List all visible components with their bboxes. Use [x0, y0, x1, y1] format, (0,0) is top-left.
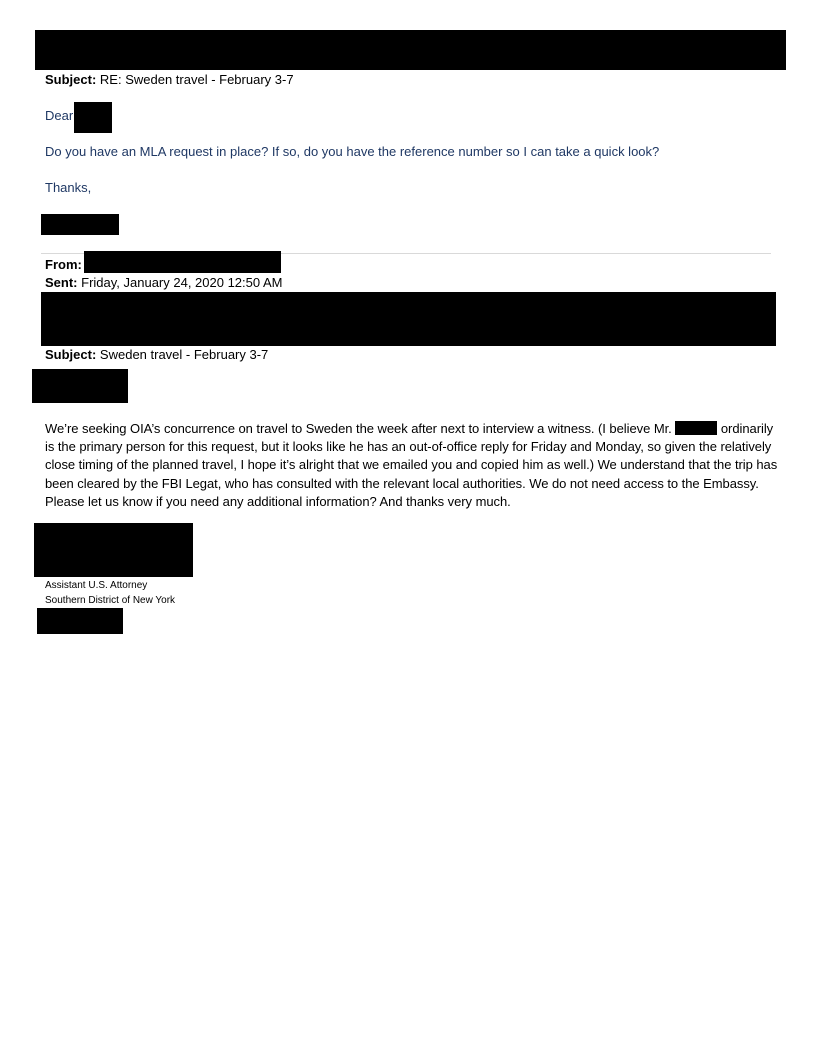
original-sent-value: Friday, January 24, 2020 12:50 AM — [81, 275, 283, 290]
original-subject-value: Sweden travel - February 3-7 — [99, 347, 269, 362]
redaction-reply-signature — [41, 214, 119, 235]
reply-closing — [45, 180, 91, 196]
signature-office: Southern District of New York — [45, 595, 176, 606]
original-body-part1: We’re seeking OIA’s concurrence on travel to Sweden the week after next to interview a witness. (I believe Mr. — [45, 421, 672, 436]
redaction-header-block — [35, 30, 786, 70]
redaction-sender — [84, 251, 281, 273]
redaction-inline-name — [675, 421, 717, 435]
original-body — [45, 420, 785, 511]
original-sent-label: Sent: — [45, 275, 78, 290]
reply-subject-line — [45, 72, 294, 88]
redaction-signature-contact — [37, 608, 123, 634]
reply-greeting-text: Dear — [45, 108, 74, 123]
original-sent-line — [45, 275, 283, 291]
redaction-recipient-name — [74, 102, 112, 133]
reply-question — [45, 144, 659, 160]
original-from-label: From: — [45, 257, 82, 272]
reply-subject-value: RE: Sweden travel - February 3-7 — [99, 72, 294, 87]
redaction-recipients-block — [41, 292, 776, 346]
signature-title: Assistant U.S. Attorney — [45, 580, 148, 591]
original-subject-label: Subject: — [45, 347, 97, 362]
redaction-original-greeting — [32, 369, 128, 403]
original-subject-line — [45, 347, 268, 363]
reply-closing-text: Thanks, — [45, 180, 92, 195]
reply-question-text: Do you have an MLA request in place? If so, do you have the reference number so I can take a quick look? — [45, 144, 660, 159]
reply-subject-label: Subject: — [45, 72, 97, 87]
redaction-signature-name — [34, 523, 193, 577]
original-body-part2: ordinarily is the primary person for this request, but it looks like he has an out-of-office reply for Friday and Monday, so given the relatively close timing of the planned travel, I hope it’s alright that we emailed you and copied him as well.) We understand that the trip has been cleared by the FBI Legat, who has consulted with the relevant local authorities. We do not need access to the Embassy. Please let us know if you need any additional information? And thanks very much. — [45, 421, 778, 509]
reply-greeting — [45, 108, 73, 124]
original-from-line — [45, 257, 82, 273]
